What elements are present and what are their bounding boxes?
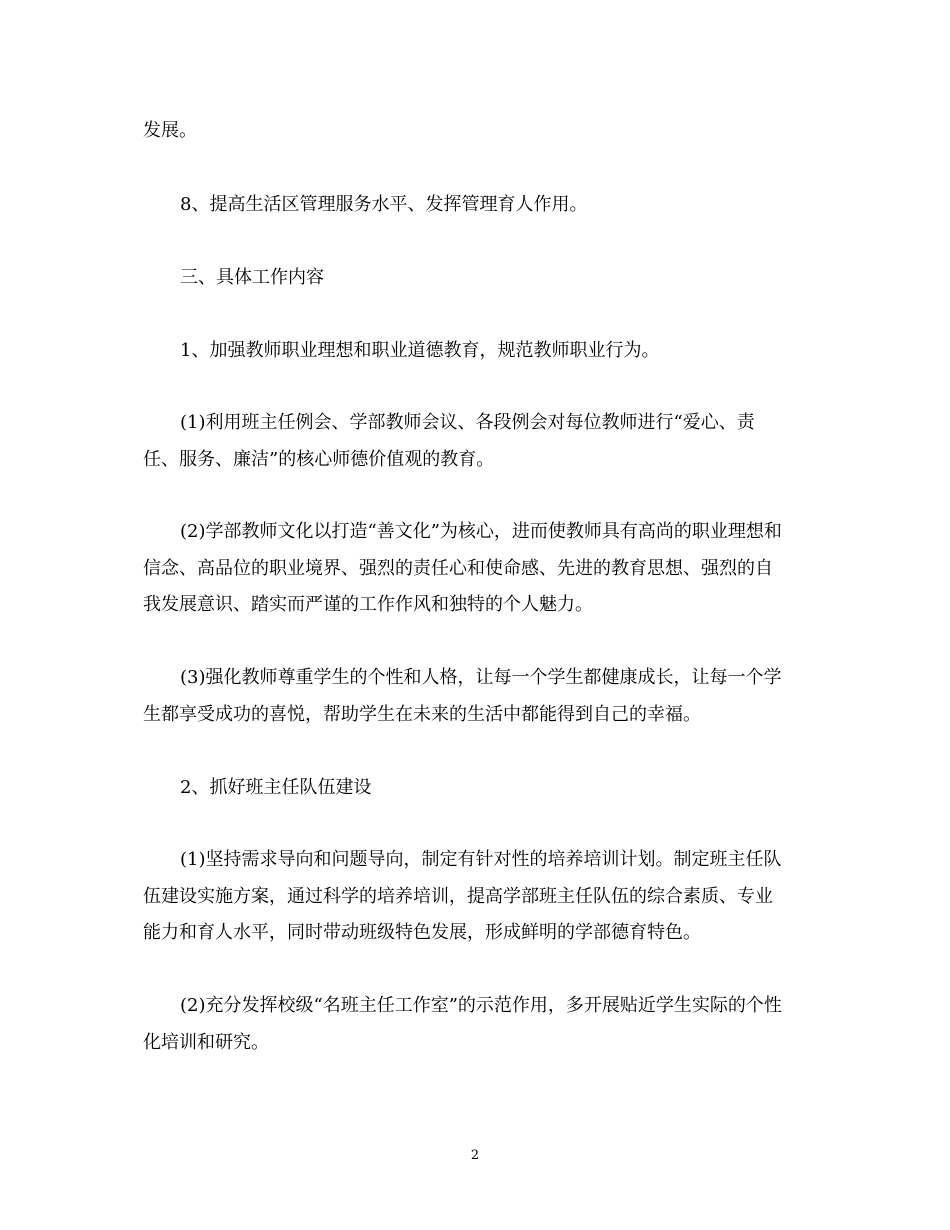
- section-subheading: 2、抓好班主任队伍建设: [180, 777, 372, 798]
- text-line: 1、加强教师职业理想和职业道德教育，规范教师职业行为。: [180, 340, 660, 361]
- text-line: 伍建设实施方案，通过科学的培养培训，提高学部班主任队伍的综合素质、专业: [143, 886, 773, 907]
- section-heading: 三、具体工作内容: [180, 267, 324, 288]
- text-line: 8、提高生活区管理服务水平、发挥管理育人作用。: [180, 194, 588, 215]
- text-line: 生都享受成功的喜悦，帮助学生在未来的生活中都能得到自己的幸福。: [143, 704, 701, 725]
- page-number: 2: [470, 1148, 480, 1163]
- text-line: 任、服务、廉洁”的核心师德价值观的教育。: [143, 449, 495, 470]
- text-line: 我发展意识、踏实而严谨的工作作风和独特的个人魅力。: [143, 594, 593, 615]
- text-line: 信念、高品位的职业境界、强烈的责任心和使命感、先进的教育思想、强烈的自: [143, 558, 773, 579]
- text-line: (3)强化教师尊重学生的个性和人格，让每一个学生都健康成长，让每一个学: [180, 667, 782, 688]
- text-line: 发展。: [143, 120, 197, 141]
- text-line: (2)充分发挥校级“名班主任工作室”的示范作用，多开展贴近学生实际的个性: [180, 995, 782, 1016]
- text-line: 能力和育人水平，同时带动班级特色发展，形成鲜明的学部德育特色。: [143, 922, 701, 943]
- text-line: (2)学部教师文化以打造“善文化”为核心，进而使教师具有高尚的职业理想和: [180, 521, 782, 542]
- text-line: (1)坚持需求导向和问题导向，制定有针对性的培养培训计划。制定班主任队: [180, 849, 782, 870]
- text-line: 化培训和研究。: [143, 1032, 269, 1053]
- text-line: (1)利用班主任例会、学部教师会议、各段例会对每位教师进行“爱心、责: [180, 412, 755, 433]
